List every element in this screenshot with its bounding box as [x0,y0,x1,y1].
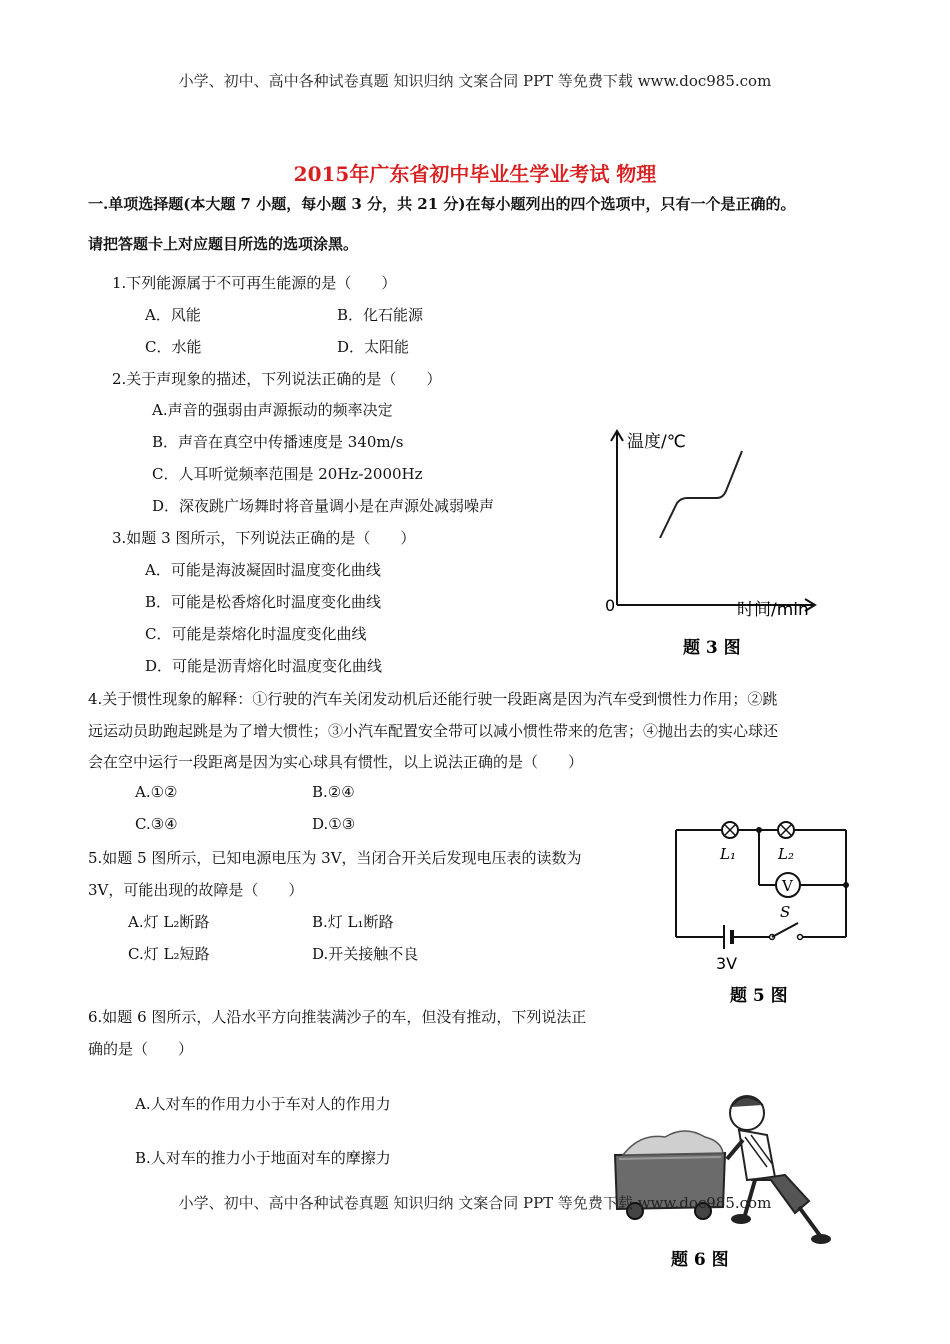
fig6-caption: 题 6 图 [671,1250,729,1270]
fig6-boy-shoe-front [731,1214,751,1224]
q3-option-d: D．可能是沥青熔化时温度变化曲线 [145,657,383,675]
fig6-boy-shirt [739,1130,775,1180]
fig6-sand [623,1131,723,1155]
q2-option-a: A.声音的强弱由声源振动的频率决定 [152,401,393,419]
q2-stem: 2.关于声现象的描述，下列说法正确的是（ ） [112,370,442,388]
fig5-label-l1: L₁ [720,845,736,863]
fig3-origin: 0 [605,596,616,615]
figure-6-illustration [595,1085,835,1275]
q6-option-a: A.人对车的作用力小于车对人的作用力 [135,1095,391,1113]
q3-option-b: B．可能是松香熔化时温度变化曲线 [145,593,382,611]
q5-line2: 3V，可能出现的故障是（ ） [88,881,304,899]
q6-option-b: B.人对车的推力小于地面对车的摩擦力 [135,1149,391,1167]
page-footer: 小学、初中、高中各种试卷真题 知识归纳 文案合同 PPT 等免费下载 www.doc985.com [178,1194,772,1212]
fig5-switch-contact [798,935,803,940]
exam-title: 2015年广东省初中毕业生学业考试 物理 [293,162,657,186]
fig3-temperature-curve [660,451,742,538]
section-heading-line2: 请把答题卡上对应题目所选的选项涂黑。 [88,235,359,253]
fig3-x-label: 时间/min [737,600,809,620]
fig5-junction-right [843,882,849,888]
fig6-boy-shoe-back [811,1234,831,1244]
q4-line1: 4.关于惯性现象的解释：①行驶的汽车关闭发动机后还能行驶一段距离是因为汽车受到惯性力作用；②跳 [88,690,778,708]
q1-option-d: D．太阳能 [337,338,410,356]
q5-option-b: B.灯 L₁断路 [312,913,394,931]
q1-option-b: B．化石能源 [337,306,424,324]
figure-3-graph [595,425,835,665]
q6-line2: 确的是（ ） [88,1040,194,1058]
q3-option-a: A．可能是海波凝固时温度变化曲线 [145,561,381,579]
fig5-voltmeter-label: V [782,877,793,895]
fig3-y-label: 温度/℃ [627,432,686,452]
q4-option-b: B.②④ [312,783,355,801]
q4-line2: 远运动员助跑起跳是为了增大惯性；③小汽车配置安全带可以减小惯性带来的危害；④抛出去的实心球还 [88,722,779,740]
figure-5-circuit [668,815,858,1010]
fig5-switch-lever [772,923,798,937]
q2-option-c: C．人耳听觉频率范围是 20Hz-2000Hz [152,465,423,483]
q4-option-c: C.③④ [135,815,178,833]
q4-option-d: D.①③ [312,815,356,833]
fig5-label-s: S [780,903,791,921]
page-header: 小学、初中、高中各种试卷真题 知识归纳 文案合同 PPT 等免费下载 www.doc985.com [178,72,772,90]
q1-option-c: C．水能 [145,338,202,356]
q5-option-c: C.灯 L₂短路 [128,945,210,963]
section-heading-line1: 一.单项选择题(本大题 7 小题，每小题 3 分，共 21 分)在每小题列出的四个选项中，只有一个是正确的。 [88,195,796,213]
q1-stem: 1.下列能源属于不可再生能源的是（ ） [112,274,397,292]
q2-option-d: D．深夜跳广场舞时将音量调小是在声源处减弱噪声 [152,497,495,515]
q2-option-b: B．声音在真空中传播速度是 340m/s [152,433,404,451]
q3-stem: 3.如题 3 图所示，下列说法正确的是（ ） [112,529,416,547]
q4-line3: 会在空中运行一段距离是因为实心球具有惯性，以上说法正确的是（ ） [88,753,584,771]
fig5-label-l2: L₂ [778,845,794,863]
fig6-boy-arm [727,1140,743,1159]
q6-line1: 6.如题 6 图所示，人沿水平方向推装满沙子的车，但没有推动，下列说法正 [88,1008,587,1026]
q5-option-d: D.开关接触不良 [312,945,419,963]
q1-option-a: A．风能 [145,306,201,324]
q5-option-a: A.灯 L₂断路 [128,913,210,931]
fig3-caption: 题 3 图 [683,638,741,658]
fig5-caption: 题 5 图 [730,986,788,1006]
q5-line1: 5.如题 5 图所示，已知电源电压为 3V，当闭合开关后发现电压表的读数为 [88,849,582,867]
fig5-label-voltage: 3V [716,954,738,973]
q3-option-c: C．可能是萘熔化时温度变化曲线 [145,625,367,643]
q4-option-a: A.①② [135,783,178,801]
